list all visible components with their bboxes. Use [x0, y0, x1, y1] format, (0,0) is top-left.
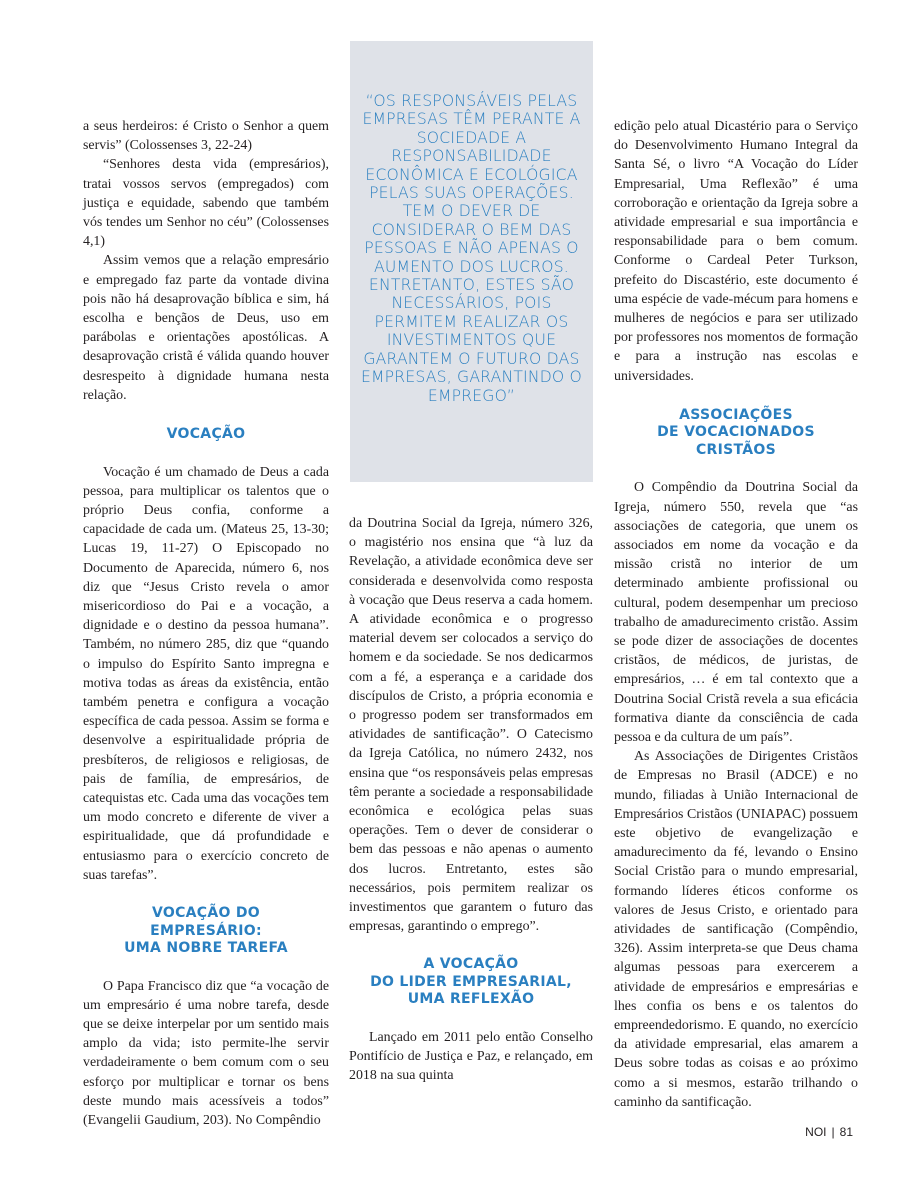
paragraph: Assim vemos que a relação empresário e empregado faz parte da vontade divina pois não há desaprovação bíblica e sim, há escolha e bençãos de Deus, uso em parábolas e orientações apostólicas. A desaprovação cristã é válida quando houver desrespeito à dignidade humana nesta relação. — [83, 253, 329, 403]
text-column-left — [83, 117, 329, 1130]
page-footer — [805, 1125, 853, 1139]
heading-line: ASSOCIAÇÕES — [679, 406, 793, 423]
paragraph: da Doutrina Social da Igreja, número 326, o magistério nos ensina que “à luz da Revelação, a atividade econômica deve ser considerada e desenvolvida como resposta à vocação que Deus reserva a cada homem. A atividade econômica e o progresso material devem ser colocados a serviço do homem e da sociedade. Se nos dedicarmos com a fé, a esperança e a caridade dos discípulos de Cristo, a própria economia e o progresso podem ser transformados em atividades de santificação”. O Catecismo da Igreja Católica, no número 2432, nos ensina que “os responsáveis pelas empresas têm perante a sociedade a responsabilidade econômica e ecológica pelas suas operações. Tem o dever de considerar o bem das pessoas e não apenas o aumento dos lucros. Entretanto, estes são necessários, pois permitem realizar os investimentos que garantem o futuro das empresas, garantindo o emprego”. — [349, 516, 593, 935]
heading-line: UMA REFLEXÃO — [407, 991, 535, 1008]
paragraph: As Associações de Dirigentes Cristãos de Empresas no Brasil (ADCE) e no mundo, filiadas à União Internacional de Empresários Cristãos (UNIAPAC) possuem este objetivo de evangelização e amadurecimento da fé, levando o Ensino Social Cristão para o mundo empresarial, formando líderes éticos conforme os valores de Jesus Cristo, e orientado para atividades de santificação (Compêndio, 326). Assim interpreta-se que Deus chama algumas pessoas para exercerem a atividade de empresários e empresárias e lhes confia os bens e os talentos do empreendedorismo. E quando, no exercício da atividade empresarial, elas amarem a Deus sobre todas as coisas e ao próximo como a si mesmos, estarão trilhando o caminho da santificação. — [614, 749, 858, 1110]
section-heading-vocacao-empresario — [83, 905, 329, 958]
paragraph: O Compêndio da Doutrina Social da Igreja, número 550, revela que “as associações de categoria, que unem os associados em nome da vocação e da missão cristã no interior de um determinado ambiente profissional ou cultural, podem desempenhar um precioso trabalho de amadurecimento cristão. Assim se pode dizer de associações de docentes cristãos, de médicos, de juristas, de empresários, … é em tal contexto que a Doutrina Social Cristã revela a sua eficácia formativa diante da consciência de cada pessoa e da cultura de um país”. — [614, 480, 858, 745]
text-column-right — [614, 117, 858, 1112]
pull-quote-text: “OS RESPONSÁVEIS PELAS EMPRESAS TÊM PERANTE A SOCIEDADE A RESPONSABILIDADE ECONÔMICA E ECOLÓGICA PELAS SUAS OPERAÇÕES. TEM O DEVER DE CONSIDERAR O BEM DAS PESSOAS E NÃO APENAS O AUMENTO DOS LUCROS. ENTRETANTO, ESTES SÃO NECESSÁRIOS, POIS PERMITEM REALIZAR OS INVESTIMENTOS QUE GARANTEM O FUTURO DAS EMPRESAS, GARANTINDO O EMPREGO” — [360, 92, 583, 405]
heading-line: DO LIDER EMPRESARIAL, — [370, 973, 572, 990]
paragraph: edição pelo atual Dicastério para o Serviço do Desenvolvimento Humano Integral da Santa Sé, o livro “A Vocação do Líder Empresarial, Uma Reflexão” é uma corroboração e orientação da Igreja sobre a atividade empresarial e sua importância e responsabilidade para o bem comum. Conforme o Cardeal Peter Turkson, prefeito do Discastério, este documento é uma espécie de vade-mécum para homens e mulheres de negócios e para ser utilizado por professores nos momentos de formação e para a instrução nas escolas e universidades. — [614, 119, 858, 384]
magazine-name: NOI — [805, 1125, 827, 1139]
paragraph: Lançado em 2011 pelo então Conselho Pontifício de Justiça e Paz, e relançado, em 2018 na sua quinta — [349, 1029, 593, 1084]
pull-quote-box — [350, 41, 593, 482]
heading-line: CRISTÃOS — [695, 441, 777, 458]
page-number: 81 — [839, 1125, 853, 1139]
paragraph: Vocação é um chamado de Deus a cada pessoa, para multiplicar os talentos que o próprio Deus confia, conforme a capacidade de cada um. (Mateus 25, 13-30; Lucas 19, 11-27) O Episcopado no Documento de Aparecida, número 6, nos diz que “Jesus Cristo revela o amor misericordioso do Pai e a vocação, a dignidade e o destino da pessoa humana”. Também, no número 285, diz que “quando o impulso do Espírito Santo impregna e motiva todas as áreas da existência, então também penetra e configura a vocação específica de cada pessoa. Assim se forma e desenvolve a espiritualidade própria de presbíteros, de religiosos e religiosas, de pais de família, de empresários, de catequistas etc. Cada uma das vocações tem um modo concreto e diferente de viver a espiritualidade, que dá profundidade e entusiasmo para o exercício concreto de suas tarefas”. — [83, 464, 329, 883]
text-column-middle — [349, 514, 593, 1086]
heading-line: UMA NOBRE TAREFA — [124, 940, 288, 957]
paragraph: “Senhores desta vida (empresários), tratai vossos servos (empregados) com justiça e equidade, sabendo que também vós tendes um Senhor no céu” (Colossenses 4,1) — [83, 157, 329, 250]
heading-line: A VOCAÇÃO — [423, 956, 519, 973]
heading-line: EMPRESÁRIO: — [150, 922, 262, 939]
footer-separator: | — [831, 1125, 835, 1139]
section-heading-lider-empresarial — [349, 956, 593, 1009]
section-heading-vocacao: VOCAÇÃO — [166, 426, 246, 443]
paragraph: a seus herdeiros: é Cristo o Senhor a quem servis” (Colossenses 3, 22-24) — [83, 119, 329, 154]
heading-line: VOCAÇÃO DO — [151, 905, 260, 922]
paragraph: O Papa Francisco diz que “a vocação de um empresário é uma nobre tarefa, desde que se deixe interpelar por um sentido mais amplo da vida; isto permite-lhe servir verdadeiramente o bem comum com o seu esforço por multiplicar e tornar os bens deste mundo mais acessíveis a todos” (Evangelii Gaudium, 203). No Compêndio — [83, 978, 329, 1128]
section-heading-associacoes — [614, 407, 858, 460]
heading-line: DE VOCACIONADOS — [657, 424, 815, 441]
